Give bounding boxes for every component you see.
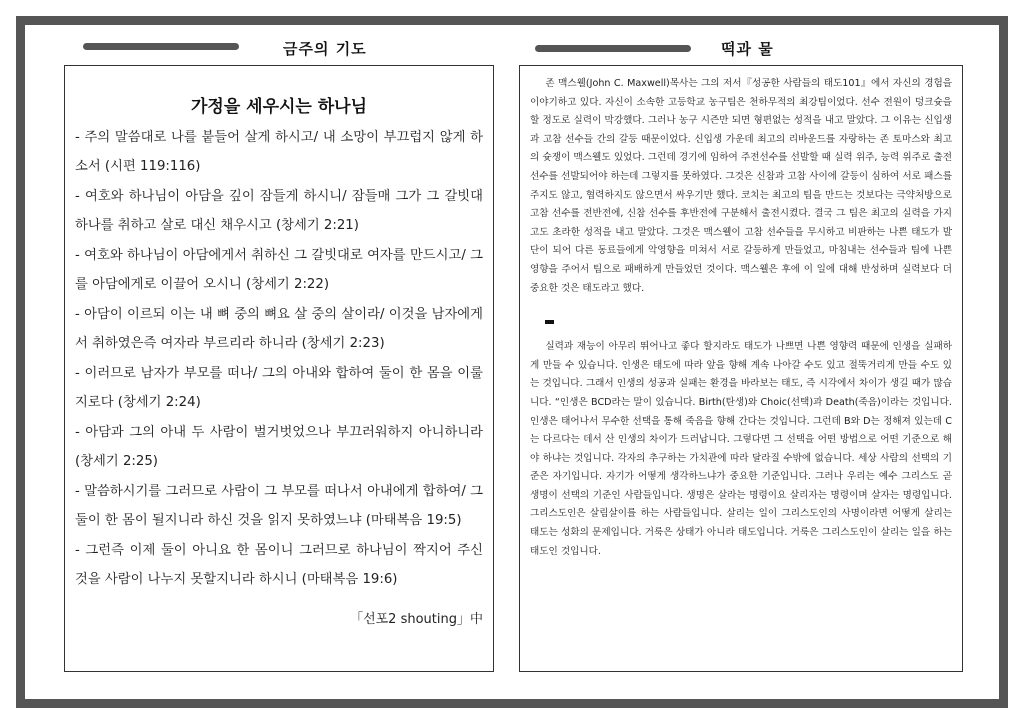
prayer-item: - 여호와 하나님이 아담을 깊이 잠들게 하시니/ 잠들매 그가 그 갈빗대 하나를 취하고 살로 대신 채우시고 (창세기 2:21): [75, 189, 483, 233]
right-header-bar: [535, 45, 691, 52]
essay-paragraph-1: 존 맥스웰(John C. Maxwell)목사는 그의 저서『성공한 사람들의 태도101』에서 자신의 경험을 이야기하고 있다. 자신이 소속한 고등학교 농구팀은 천하무적의 최강팀이었다. 선수 전원이 덩크슛을 할 정도로 실력이 막강했다. 그러나 농구 시즌만 되면 형편없는 성적을 내고 말았다. 그 이유는 신입생과 고참 선수들 간의 갈등 때문이었다. 신입생 가운데 최고의 리바운드를 자랑하는 존 토마스와 최고의 슛쟁이 맥스웰도 있었다. 그런데 경기에 임하여 주전선수를 선발할 때 실력 위주, 능력 위주로 출전선수를 선발되어야 하는데 그렇지를 못하였다. 그것은 신참과 고참 사이에 갈등이 심하여 서로 패스를 주지도 않고, 협력하지도 않으면서 싸우기만 했다. 코치는 최고의 팀을 만드는 것보다는 극약처방으로 고참 선수를 전반전에, 신참 선수를 후반전에 구분해서 출전시켰다. 결국 그 팀은 최고의 실력을 가지고도 초라한 성적을 내고 말았다. 그것은 맥스웰이 고참 선수들을 무시하고 비판하는 나쁜 태도가 발단이 되어 다른 동료들에게 악영향을 미쳐서 서로 갈등하게 만들었고, 마침내는 선수들과 팀에 나쁜 영향을 주어서 팀으로 패배하게 만들었던 것이다. 맥스웰은 후에 이 일에 대해 반성하며 실력보다 더 중요한 것은 태도라고 했다.: [530, 78, 952, 294]
right-section-heading: 떡과 물: [721, 40, 774, 58]
source-credit: 「선포2 shouting」中: [350, 612, 483, 627]
left-section-heading: 금주의 기도: [283, 40, 367, 58]
prayer-item: - 주의 말씀대로 나를 붙들어 살게 하시고/ 내 소망이 부끄럽지 않게 하소서 (시편 119:116): [75, 130, 483, 174]
prayer-item: - 말씀하시기를 그러므로 사람이 그 부모를 떠나서 아내에게 합하여/ 그 둘이 한 몸이 될지니라 하신 것을 읽지 못하였느냐 (마태복음 19:5): [75, 484, 483, 528]
essay-paragraph-2: 실력과 재능이 아무리 뛰어나고 좋다 할지라도 태도가 나쁘면 나쁜 영향력 때문에 인생을 실패하게 만들 수 있습니다. 인생은 태도에 따라 앞을 향해 계속 나아갈 수도 있고 절뚝거리게 만들 수도 있는 것입니다. 그래서 인생의 성공과 실패는 환경을 바라보는 태도, 즉 시각에서 차이가 생길 때가 많습니다. “인생은 BCD라는 말이 있습니다. Birth(탄생)와 Choic(선택)과 Death(죽음)이라는 것입니다. 인생은 태어나서 무수한 선택을 통해 죽음을 향해 간다는 것입니다. 그런데 B와 D는 정해져 있는데 C는 다르다는 데서 산 인생의 차이가 드러납니다. 그렇다면 그 선택을 어떤 방법으로 어떤 기준으로 해야 하냐는 것입니다. 각자의 추구하는 가치관에 따라 달라질 수밖에 없습니다. 세상 사람의 선택의 기준은 자기입니다. 자기가 어떻게 생각하느냐가 중요한 기준입니다. 그러나 우리는 예수 그리스도 곧 생명이 선택의 기준인 사람들입니다. 생명은 살라는 명령이요 살리자는 명령이며 살자는 명령입니다. 그리스도인은 살림살이를 하는 사람들입니다. 살리는 일이 그리스도인의 사명이라면 어떻게 살리는 태도는 성화의 문제입니다. 거룩은 상태가 아니라 태도입니다. 거룩은 그리스도인이 살리는 일을 하는 태도인 것입니다.: [530, 341, 952, 557]
prayer-item: - 아담과 그의 아내 두 사람이 벌거벗었으나 부끄러워하지 아니하니라 (창세기 2:25): [75, 425, 483, 469]
prayer-item: - 여호와 하나님이 아담에게서 취하신 그 갈빗대로 여자를 만드시고/ 그를 아담에게로 이끌어 오시니 (창세기 2:22): [75, 248, 483, 292]
prayer-item: - 그런즉 이제 둘이 아니요 한 몸이니 그러므로 하나님이 짝지어 주신 것을 사람이 나누지 못할지니라 하시니 (마태복음 19:6): [75, 543, 483, 587]
essay-box: [519, 65, 963, 672]
section-bullet-mark: [545, 320, 554, 324]
prayer-item: - 이러므로 남자가 부모를 떠나/ 그의 아내와 합하여 둘이 한 몸을 이룰지로다 (창세기 2:24): [75, 366, 483, 410]
left-header-bar: [83, 43, 239, 50]
prayer-title: 가정을 세우시는 하나님: [190, 97, 368, 117]
prayer-item: - 아담이 이르되 이는 내 뼈 중의 뼈요 살 중의 살이라/ 이것을 남자에게서 취하였은즉 여자라 부르리라 하니라 (창세기 2:23): [75, 307, 483, 351]
prayer-box: [64, 65, 494, 672]
